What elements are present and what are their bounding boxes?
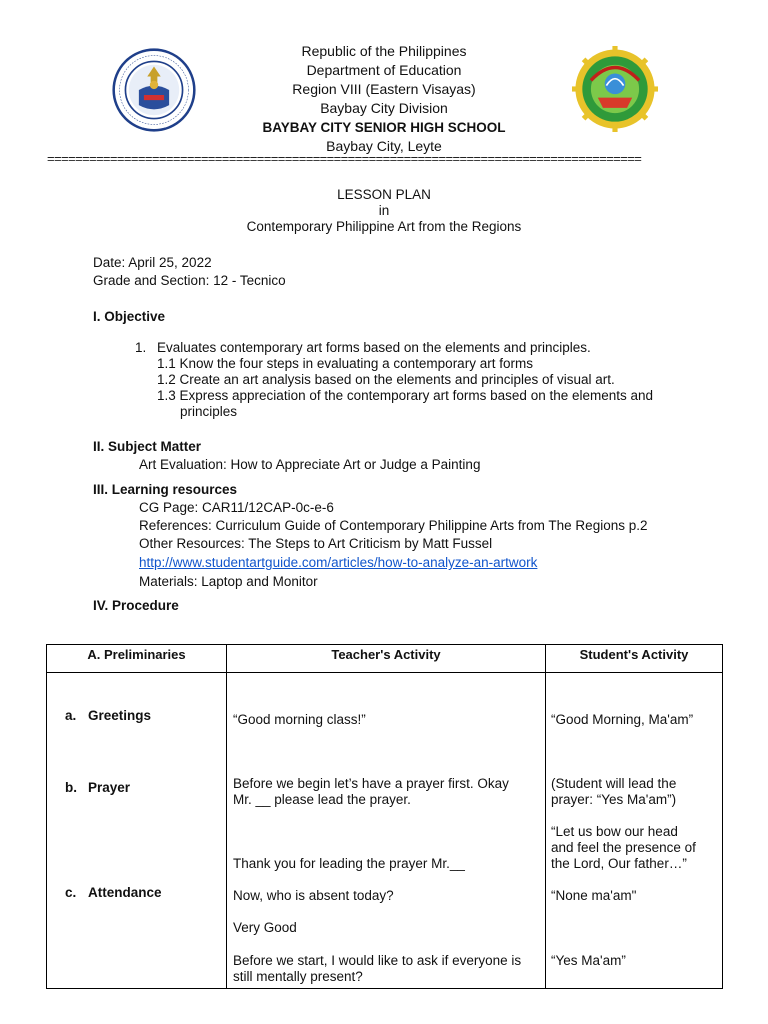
other-resources-line: Other Resources: The Steps to Art Criticism by Matt Fussel (139, 536, 493, 551)
attendance-label: c. (65, 885, 77, 900)
title-line-2: in (378, 203, 390, 218)
attendance-text: Attendance (88, 885, 162, 900)
greetings-label: a. (65, 708, 77, 723)
header-divider: ===================================================================================== (47, 151, 642, 166)
student-prayer-5: the Lord, Our father…” (551, 856, 687, 871)
header-division: Baybay City Division (320, 100, 448, 116)
student-prayer-1: (Student will lead the (551, 776, 677, 791)
objective-sub-1: 1.1 Know the four steps in evaluating a contemporary art forms (157, 356, 533, 371)
student-prayer-4: and feel the presence of (551, 840, 696, 855)
header-department: Department of Education (306, 62, 462, 78)
objective-sub-3: 1.3 Express appreciation of the contemporary art forms based on the elements and (157, 388, 654, 403)
header-republic: Republic of the Philippines (301, 43, 467, 59)
objective-heading: I. Objective (93, 309, 166, 324)
learning-resources-heading: III. Learning resources (93, 482, 238, 497)
header-region: Region VIII (Eastern Visayas) (292, 81, 476, 97)
prayer-text: Prayer (88, 780, 131, 795)
date-line: Date: April 25, 2022 (93, 255, 212, 270)
col-header-preliminaries: A. Preliminaries (47, 645, 227, 673)
grade-section-line: Grade and Section: 12 - Tecnico (93, 273, 286, 288)
teacher-very-good: Very Good (233, 920, 297, 935)
document-header (0, 42, 768, 156)
cg-page-line: CG Page: CAR11/12CAP-0c-e-6 (139, 500, 334, 515)
title-line-1: LESSON PLAN (337, 187, 431, 202)
teacher-thanks: Thank you for leading the prayer Mr.__ (233, 856, 465, 871)
prayer-label: b. (65, 780, 77, 795)
subject-matter-heading: II. Subject Matter (93, 439, 202, 454)
student-prayer-2: prayer: “Yes Ma'am”) (551, 792, 677, 807)
objective-sub-3-cont: principles (180, 404, 238, 419)
student-activity-cell (546, 673, 723, 989)
teacher-greeting: “Good morning class!” (233, 712, 366, 727)
materials-line: Materials: Laptop and Monitor (139, 574, 318, 589)
subject-matter-text: Art Evaluation: How to Appreciate Art or Judge a Painting (139, 457, 481, 472)
table-row (47, 673, 723, 989)
teacher-mental-check-2: still mentally present? (233, 969, 363, 984)
student-yes-maam: “Yes Ma'am” (551, 953, 626, 968)
teacher-absent-question: Now, who is absent today? (233, 888, 394, 903)
teacher-activity-cell (227, 673, 546, 989)
preliminaries-cell (47, 673, 227, 989)
lesson-plan-title (0, 187, 768, 235)
teacher-prayer-2: Mr. __ please lead the prayer. (233, 792, 411, 807)
teacher-prayer-1: Before we begin let’s have a prayer first. Okay (233, 776, 509, 791)
procedure-table (46, 644, 723, 989)
header-school-name: BAYBAY CITY SENIOR HIGH SCHOOL (262, 120, 506, 135)
student-greeting: “Good Morning, Ma'am” (551, 712, 694, 727)
col-header-student: Student's Activity (546, 645, 723, 673)
student-prayer-3: “Let us bow our head (551, 824, 678, 839)
objective-item-1: Evaluates contemporary art forms based on the elements and principles. (157, 340, 591, 355)
teacher-mental-check-1: Before we start, I would like to ask if everyone is (233, 953, 522, 968)
objective-sub-2: 1.2 Create an art analysis based on the elements and principles of visual art. (157, 372, 615, 387)
objective-item-number: 1. (135, 340, 147, 355)
table-header-row (47, 645, 723, 673)
references-line: References: Curriculum Guide of Contemporary Philippine Arts from The Regions p.2 (139, 518, 648, 533)
header-address: Baybay City, Leyte (326, 138, 442, 154)
title-line-3: Contemporary Philippine Art from the Regions (246, 219, 522, 234)
procedure-heading: IV. Procedure (93, 598, 179, 613)
greetings-text: Greetings (88, 708, 152, 723)
resource-link[interactable]: http://www.studentartguide.com/articles/how-to-analyze-an-artwork (139, 555, 538, 570)
col-header-teacher: Teacher's Activity (227, 645, 546, 673)
student-none-absent: “None ma'am" (551, 888, 637, 903)
